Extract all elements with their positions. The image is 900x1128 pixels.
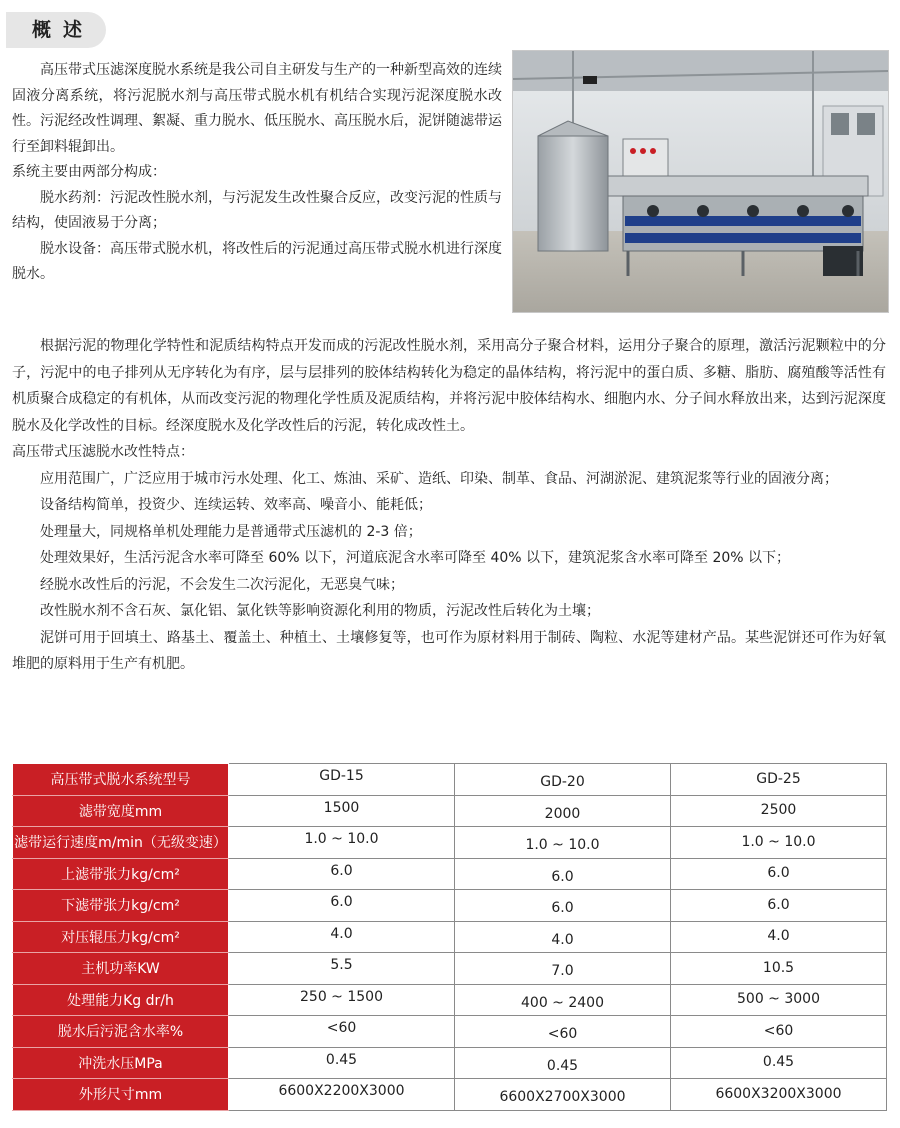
description-text [12, 333, 886, 678]
cell-value: 2500 [671, 795, 887, 827]
cell-value: 4.0 [455, 921, 671, 953]
cell-value: 6.0 [229, 858, 455, 890]
cell-value: 1.0 ~ 10.0 [455, 827, 671, 859]
cell-value: <60 [229, 1016, 455, 1048]
cell-value: <60 [455, 1016, 671, 1048]
intro-paragraph: 高压带式压滤深度脱水系统是我公司自主研发与生产的一种新型高效的连续固液分离系统，将污泥脱水剂与高压带式脱水机有机结合实现污泥深度脱水改性。污泥经改性调理、絮凝、重力脱水、低压脱水、高压脱水后，泥饼随滤带运行至卸料辊卸出。 [12, 62, 502, 155]
cell-value: 500 ~ 3000 [671, 984, 887, 1016]
features-heading: 高压带式压滤脱水改性特点： [12, 444, 194, 460]
cell-value: 2000 [455, 795, 671, 827]
cell-value: 6600X2200X3000 [229, 1079, 455, 1111]
row-label: 上滤带张力kg/cm² [13, 858, 229, 890]
row-label: 下滤带张力kg/cm² [13, 890, 229, 922]
table-row [13, 1079, 887, 1111]
section-title: 概述 [6, 12, 106, 48]
cell-value: 6.0 [671, 858, 887, 890]
feature-item: 处理效果好，生活污泥含水率可降至 60% 以下，河道底泥含水率可降至 40% 以下，建筑泥浆含水率可降至 20% 以下； [40, 550, 791, 566]
row-label: 对压辊压力kg/cm² [13, 921, 229, 953]
row-label: 外形尺寸mm [13, 1079, 229, 1111]
cell-value: 6600X2700X3000 [455, 1079, 671, 1111]
cell-value: 400 ~ 2400 [455, 984, 671, 1016]
cell-value: 10.5 [671, 953, 887, 985]
model-gd25: GD-25 [671, 764, 887, 796]
feature-item: 泥饼可用于回填土、路基土、覆盖土、种植土、土壤修复等，也可作为原材料用于制砖、陶粒、水泥等建材产品。某些泥饼还可作为好氧堆肥的原料用于生产有机肥。 [12, 629, 886, 672]
table-row [13, 827, 887, 859]
table-header-row [13, 764, 887, 796]
machine-photo-illustration [513, 51, 889, 313]
table-row [13, 1047, 887, 1079]
table-row [13, 921, 887, 953]
row-label: 主机功率KW [13, 953, 229, 985]
intro-chemical-item: 脱水药剂：污泥改性脱水剂，与污泥发生改性聚合反应，改变污泥的性质与结构，使固液易于分离； [12, 189, 502, 231]
cell-value: 4.0 [671, 921, 887, 953]
feature-item: 处理量大，同规格单机处理能力是普通带式压滤机的 2-3 倍； [40, 523, 422, 540]
cell-value: 1.0 ~ 10.0 [671, 827, 887, 859]
model-gd15: GD-15 [229, 764, 455, 796]
table-row [13, 984, 887, 1016]
cell-value: 1500 [229, 795, 455, 827]
table-row [13, 953, 887, 985]
row-label: 处理能力Kg dr/h [13, 984, 229, 1016]
row-label: 滤带运行速度m/min（无级变速） [13, 827, 229, 859]
row-label: 脱水后污泥含水率% [13, 1016, 229, 1048]
table-header-label: 高压带式脱水系统型号 [13, 764, 229, 796]
feature-list [12, 466, 886, 678]
description-paragraph: 根据污泥的物理化学特性和泥质结构特点开发而成的污泥改性脱水剂，采用高分子聚合材料，运用分子聚合的原理，激活污泥颗粒中的分子，污泥中的电子排列从无序转化为有序，层与层排列的胶体结构转化为稳定的晶体结构，将污泥中的蛋白质、多糖、脂肪、腐殖酸等活性有机质聚合成稳定的有机体，从而改变污泥的物理化学性质及泥质结构，并将污泥中胶体结构水、细胞内水、分子间水释放出来，达到污泥深度脱水及化学改性的目标。经深度脱水及化学改性后的污泥，转化成改性土。 [12, 338, 886, 434]
cell-value: 6.0 [229, 890, 455, 922]
cell-value: 6600X3200X3000 [671, 1079, 887, 1111]
cell-value: 4.0 [229, 921, 455, 953]
model-gd20: GD-20 [455, 764, 671, 796]
row-label: 滤带宽度mm [13, 795, 229, 827]
table-row [13, 858, 887, 890]
intro-equipment-item: 脱水设备：高压带式脱水机，将改性后的污泥通过高压带式脱水机进行深度脱水。 [12, 240, 502, 282]
cell-value: 6.0 [671, 890, 887, 922]
row-label: 冲洗水压MPa [13, 1047, 229, 1079]
cell-value: 0.45 [671, 1047, 887, 1079]
machine-photo [512, 50, 889, 313]
cell-value: 6.0 [455, 858, 671, 890]
cell-value: 250 ~ 1500 [229, 984, 455, 1016]
table-row [13, 795, 887, 827]
feature-item: 改性脱水剂不含石灰、氯化铝、氯化铁等影响资源化利用的物质，污泥改性后转化为土壤； [40, 603, 600, 619]
intro-text [12, 58, 502, 288]
cell-value: 5.5 [229, 953, 455, 985]
cell-value: 1.0 ~ 10.0 [229, 827, 455, 859]
table-row [13, 1016, 887, 1048]
cell-value: 6.0 [455, 890, 671, 922]
feature-item: 应用范围广，广泛应用于城市污水处理、化工、炼油、采矿、造纸、印染、制革、食品、河湖淤泥、建筑泥浆等行业的固液分离； [40, 470, 838, 487]
cell-value: 7.0 [455, 953, 671, 985]
table-row [13, 890, 887, 922]
intro-structure-heading: 系统主要由两部分构成： [12, 164, 166, 180]
feature-item: 设备结构简单，投资少、连续运转、效率高、噪音小、能耗低； [40, 497, 432, 513]
cell-value: 0.45 [455, 1047, 671, 1079]
cell-value: 0.45 [229, 1047, 455, 1079]
spec-table [12, 763, 887, 1111]
cell-value: <60 [671, 1016, 887, 1048]
feature-item: 经脱水改性后的污泥，不会发生二次污泥化，无恶臭气味； [40, 576, 404, 593]
